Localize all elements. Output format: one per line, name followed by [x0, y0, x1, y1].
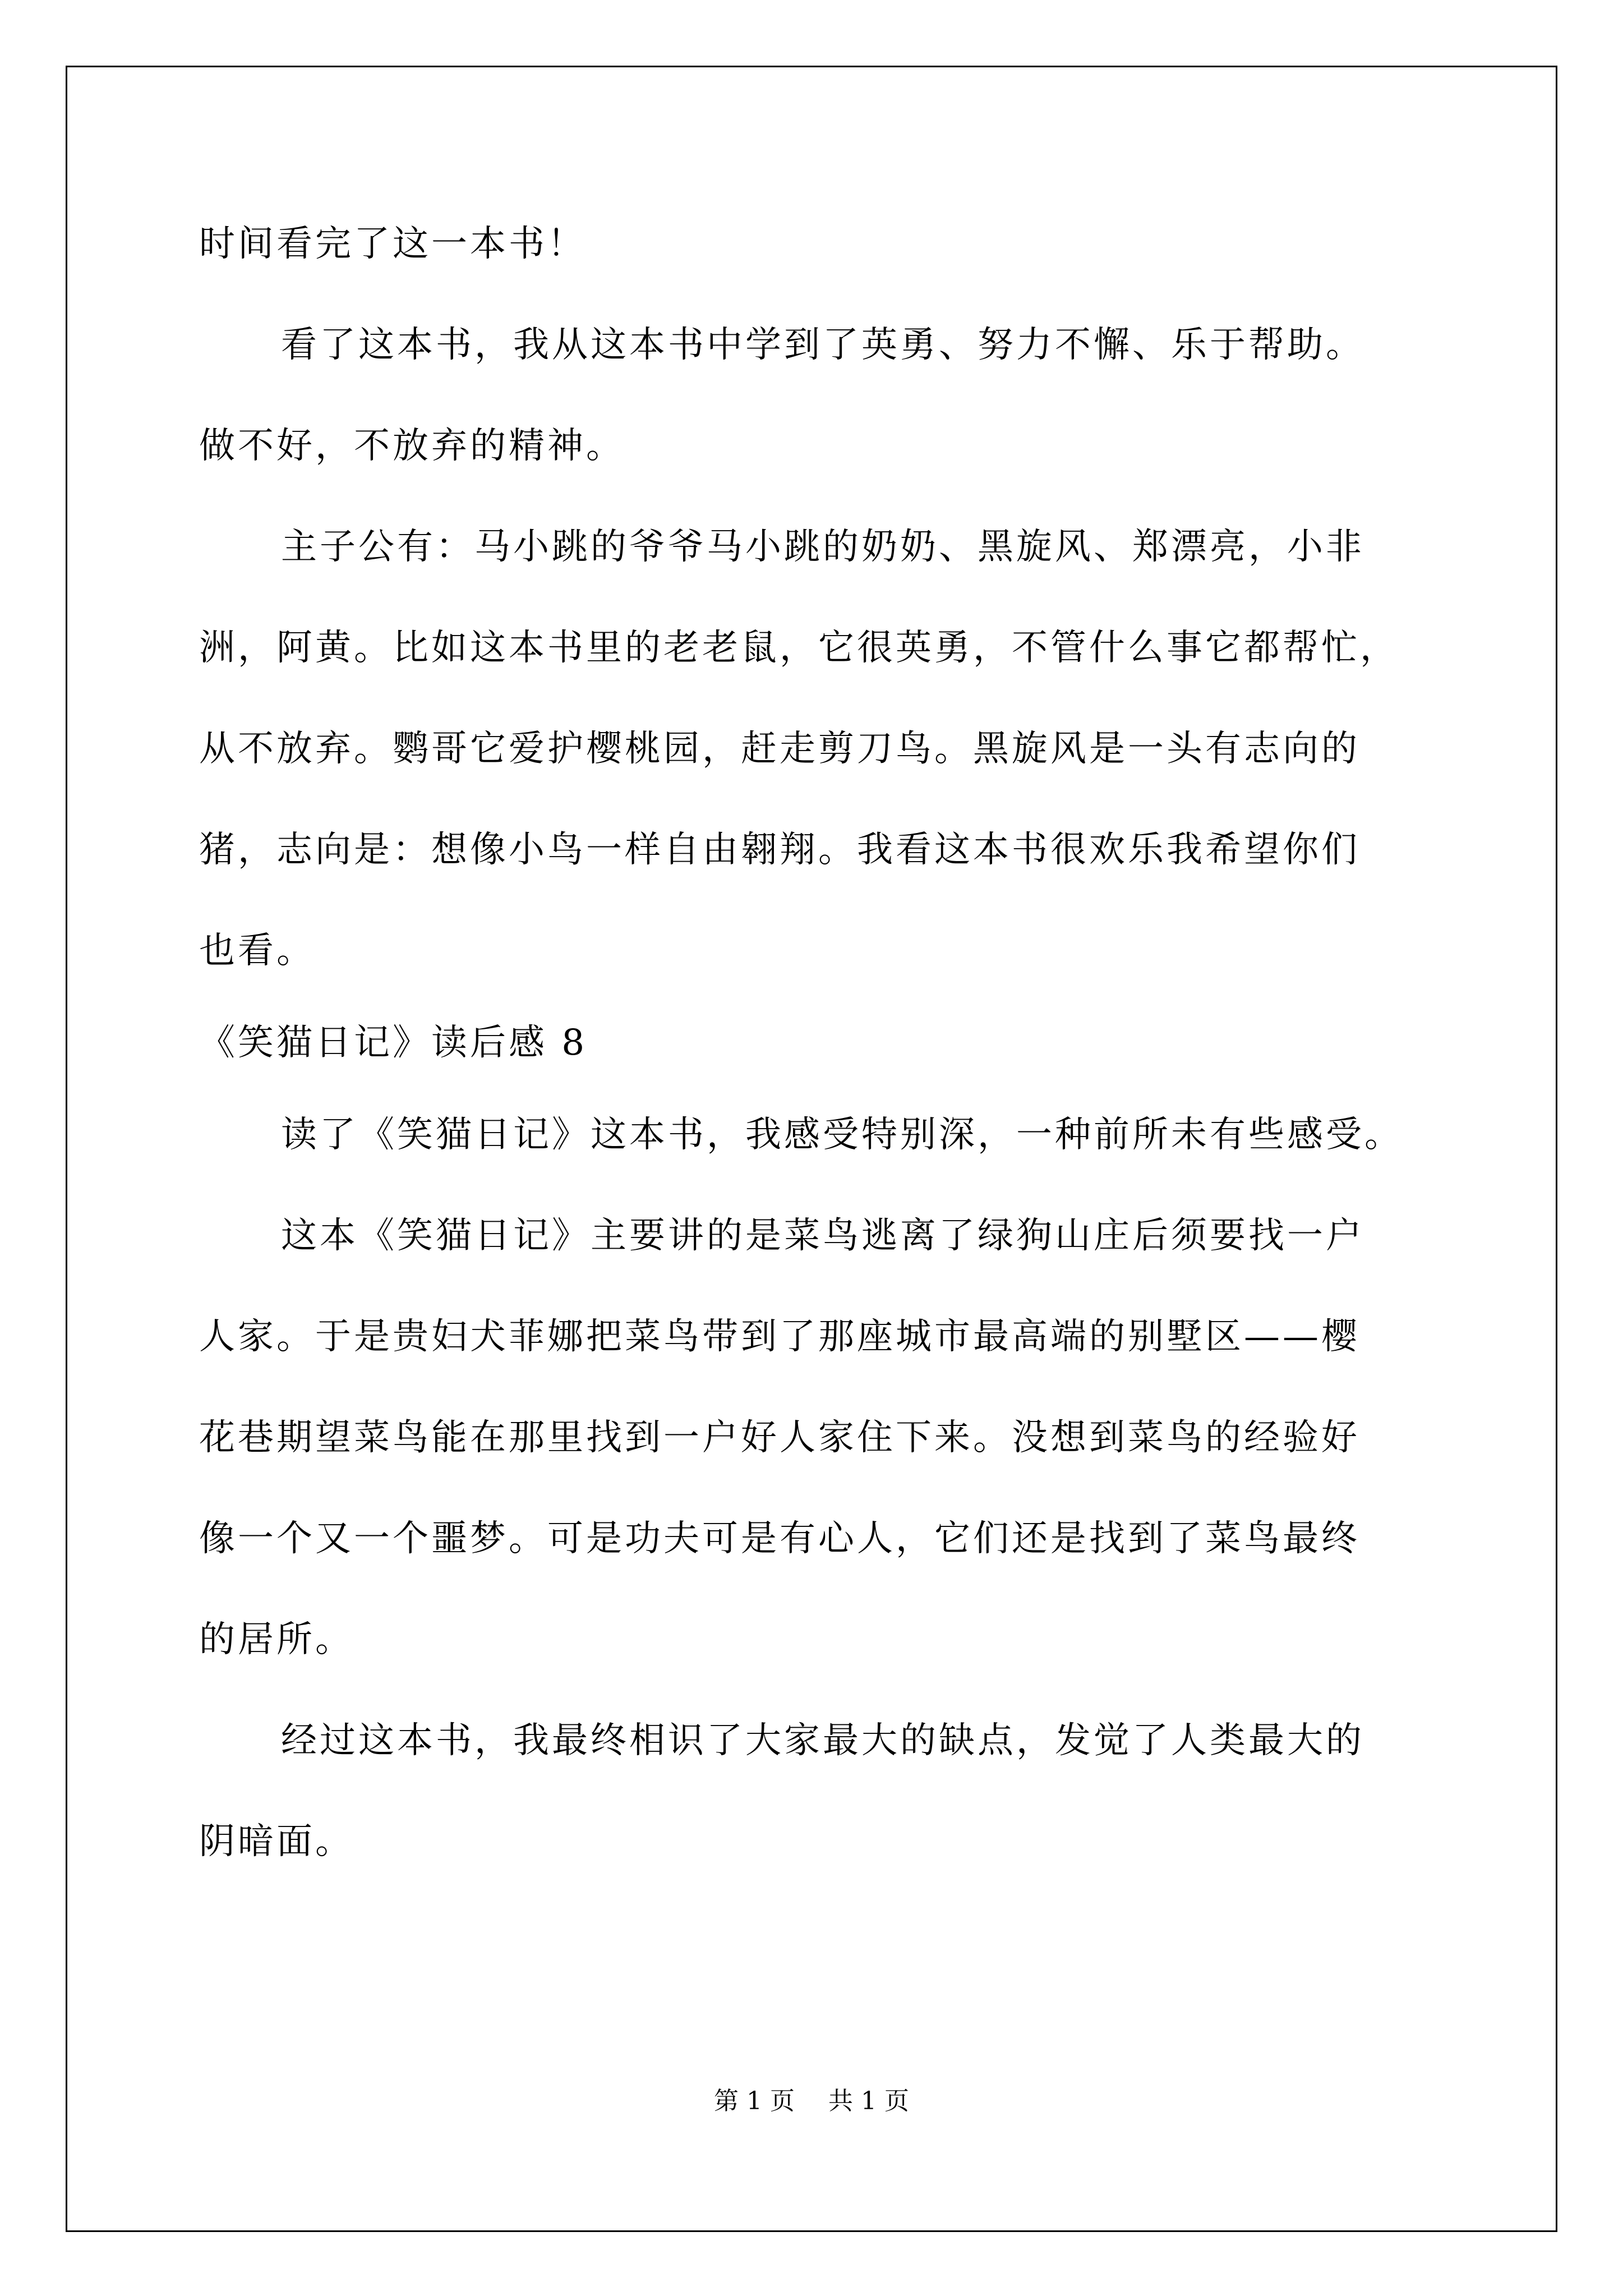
paragraph-line: 从不放弃。鹦哥它爱护樱桃园，赶走剪刀鸟。黑旋风是一头有志向的 [199, 728, 1360, 770]
paragraph-line: 这本《笑猫日记》主要讲的是菜鸟逃离了绿狗山庄后须要找一户 [281, 1215, 1364, 1257]
paragraph-line: 做不好，不放弃的精神。 [199, 425, 625, 467]
page-total: 共 1 页 [828, 2087, 909, 2115]
section-heading: 《笑猫日记》读后感 8 [199, 1022, 588, 1064]
paragraph-line: 阴暗面。 [199, 1821, 354, 1862]
paragraph-line: 看了这本书，我从这本书中学到了英勇、努力不懈、乐于帮助。 [281, 324, 1364, 366]
paragraph-line: 花巷期望菜鸟能在那里找到一户好人家住下来。没想到菜鸟的经验好 [199, 1417, 1360, 1458]
paragraph-line: 像一个又一个噩梦。可是功夫可是有心人，它们还是找到了菜鸟最终 [199, 1518, 1360, 1559]
paragraph-line: 主子公有：马小跳的爷爷马小跳的奶奶、黑旋风、郑漂亮，小非 [281, 526, 1364, 568]
paragraph-line: 读了《笑猫日记》这本书，我感受特别深，一种前所未有些感受。 [281, 1114, 1403, 1156]
paragraph-line: 人家。于是贵妇犬菲娜把菜鸟带到了那座城市最高端的别墅区——樱 [199, 1316, 1360, 1358]
paragraph-line: 也看。 [199, 930, 315, 972]
paragraph-line: 时间看完了这一本书！ [199, 223, 586, 265]
paragraph-line: 猪，志向是：想像小鸟一样自由翱翔。我看这本书很欢乐我希望你们 [199, 829, 1360, 871]
page-number: 第 1 页 [714, 2087, 795, 2115]
paragraph-line: 的居所。 [199, 1619, 354, 1660]
page-footer [0, 2086, 1623, 2117]
paragraph-line: 经过这本书，我最终相识了大家最大的缺点，发觉了人类最大的 [281, 1720, 1364, 1761]
paragraph-line: 洲，阿黄。比如这本书里的老老鼠，它很英勇，不管什么事它都帮忙， [199, 627, 1399, 669]
